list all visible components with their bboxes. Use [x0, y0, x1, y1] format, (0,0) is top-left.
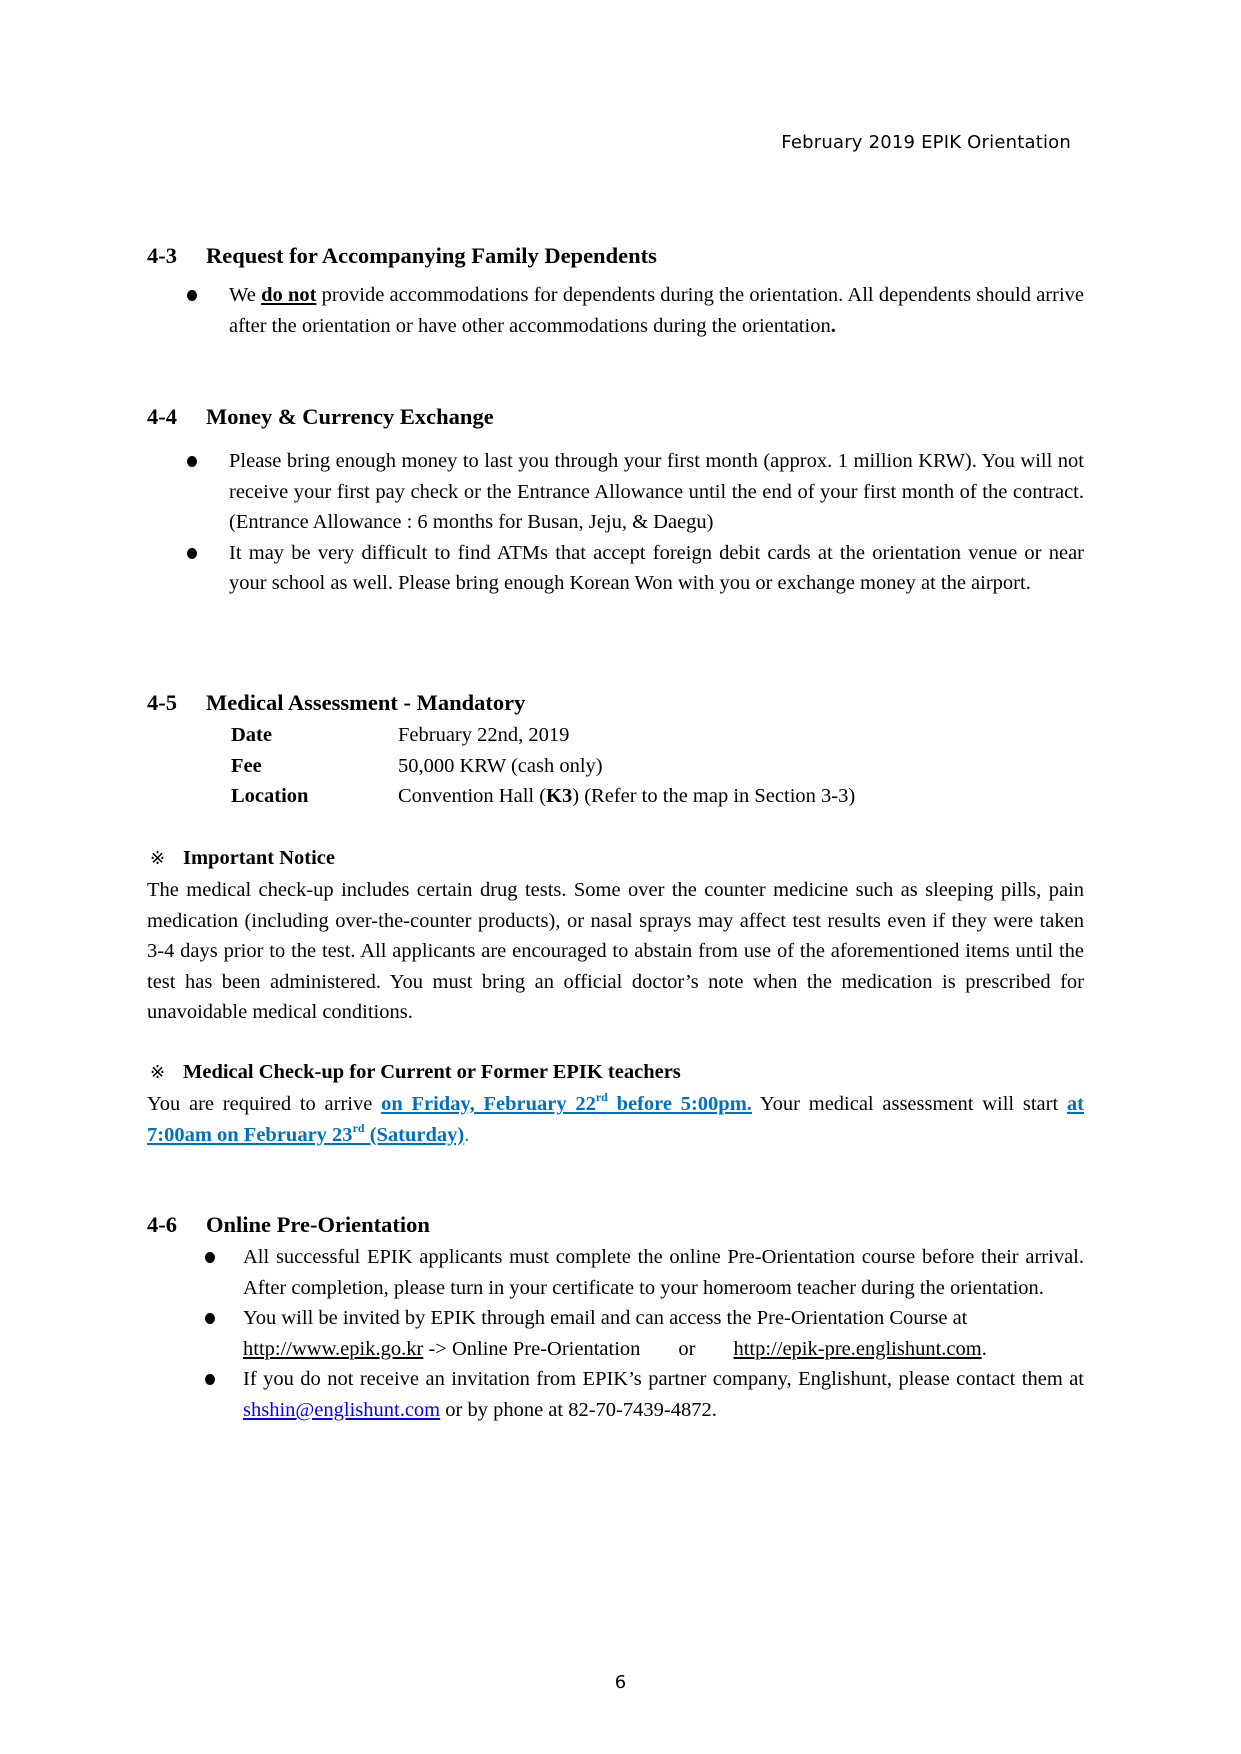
detail-row-date: Date February 22nd, 2019: [231, 724, 570, 746]
reference-mark-icon: ※: [150, 1062, 166, 1083]
section-number: 4-6: [147, 1212, 177, 1237]
section-4-3-heading: [147, 243, 657, 269]
list-item: All successful EPIK applicants must complete the online Pre-Orientation course before their arrival. After completion, please turn in your certificate to your homeroom teacher during the orientation.: [243, 1242, 1084, 1303]
bullet-icon: [187, 548, 197, 559]
bullet-icon: [205, 1374, 215, 1385]
list-item: It may be very difficult to find ATMs that accept foreign debit cards at the orientation venue or near your school as well. Please bring enough Korean Won with you or exchange money at the airport.: [229, 538, 1084, 599]
bullet-icon: [187, 290, 197, 301]
epik-teachers-notice-text: You are required to arrive on Friday, February 22rd before 5:00pm. Your medical assessment will start at 7:00am on February 23rd (Saturday).: [147, 1090, 1084, 1146]
list-item: We do not provide accommodations for dependents during the orientation. All dependents should arrive after the orientation or have other accommodations during the orientation.: [229, 280, 1084, 341]
reference-mark-icon: ※: [150, 848, 166, 869]
bullet-icon: [187, 456, 197, 467]
list-item: Please bring enough money to last you through your first month (approx. 1 million KRW). You will not receive your first pay check or the Entrance Allowance until the end of your first month of the contract. (Entrance Allowance : 6 months for Busan, Jeju, & Daegu): [229, 446, 1084, 538]
medical-details-table: [231, 720, 855, 812]
assessment-time-highlight: at 7:00am on February 23rd (Saturday): [147, 1093, 1084, 1146]
section-4-3-bullets: [229, 280, 1084, 341]
section-title: Request for Accompanying Family Dependents: [206, 243, 657, 268]
epik-website-link[interactable]: http://www.epik.go.kr: [243, 1337, 424, 1360]
section-title: Money & Currency Exchange: [206, 404, 494, 429]
arrival-date-highlight: on Friday, February 22rd before 5:00pm.: [381, 1090, 752, 1115]
contact-email-link[interactable]: shshin@englishunt.com: [243, 1398, 441, 1421]
important-notice-text: The medical check-up includes certain drug tests. Some over the counter medicine such as sleeping pills, pain medication (including over-the-counter products), or nasal sprays may affect test results even if they were taken 3-4 days prior to the test. All applicants are encouraged to abstain from use of the aforementioned items until the test has been administered. You must bring an official doctor’s note when the medication is prescribed for unavoidable medical conditions.: [147, 879, 1084, 1023]
section-4-6-heading: [147, 1212, 430, 1238]
section-title: Medical Assessment - Mandatory: [206, 690, 526, 715]
emphasis-do-not: do not: [261, 284, 317, 306]
running-header: February 2019 EPIK Orientation: [781, 132, 1071, 153]
detail-row-location: Location Convention Hall (K3) (Refer to the map in Section 3-3): [231, 785, 856, 807]
bullet-icon: [205, 1252, 215, 1263]
section-4-4-bullets: [229, 446, 1084, 599]
list-item: If you do not receive an invitation from EPIK’s partner company, Englishunt, please contact them at shshin@englishunt.com or by phone at 82-70-7439-4872.: [243, 1364, 1084, 1425]
bullet-icon: [205, 1313, 215, 1324]
section-number: 4-5: [147, 690, 177, 715]
section-number: 4-3: [147, 243, 177, 268]
page-number: 6: [614, 1672, 627, 1693]
detail-row-fee: Fee 50,000 KRW (cash only): [231, 754, 603, 777]
section-4-6-bullets: [243, 1242, 1084, 1425]
section-number: 4-4: [147, 404, 177, 429]
section-4-5-heading: [147, 690, 525, 716]
englishunt-pre-orientation-link[interactable]: http://epik-pre.englishunt.com: [733, 1337, 982, 1360]
epik-teachers-notice-heading: ※ Medical Check-up for Current or Former EPIK teachers: [150, 1061, 681, 1083]
important-notice-heading: ※ Important Notice: [150, 847, 336, 869]
section-4-4-heading: [147, 404, 494, 430]
section-title: Online Pre-Orientation: [206, 1212, 430, 1237]
list-item: You will be invited by EPIK through email and can access the Pre-Orientation Course at http://www.epik.go.kr -> Online Pre-Orientation or http://epik-pre.englishunt.com.: [243, 1303, 1084, 1364]
